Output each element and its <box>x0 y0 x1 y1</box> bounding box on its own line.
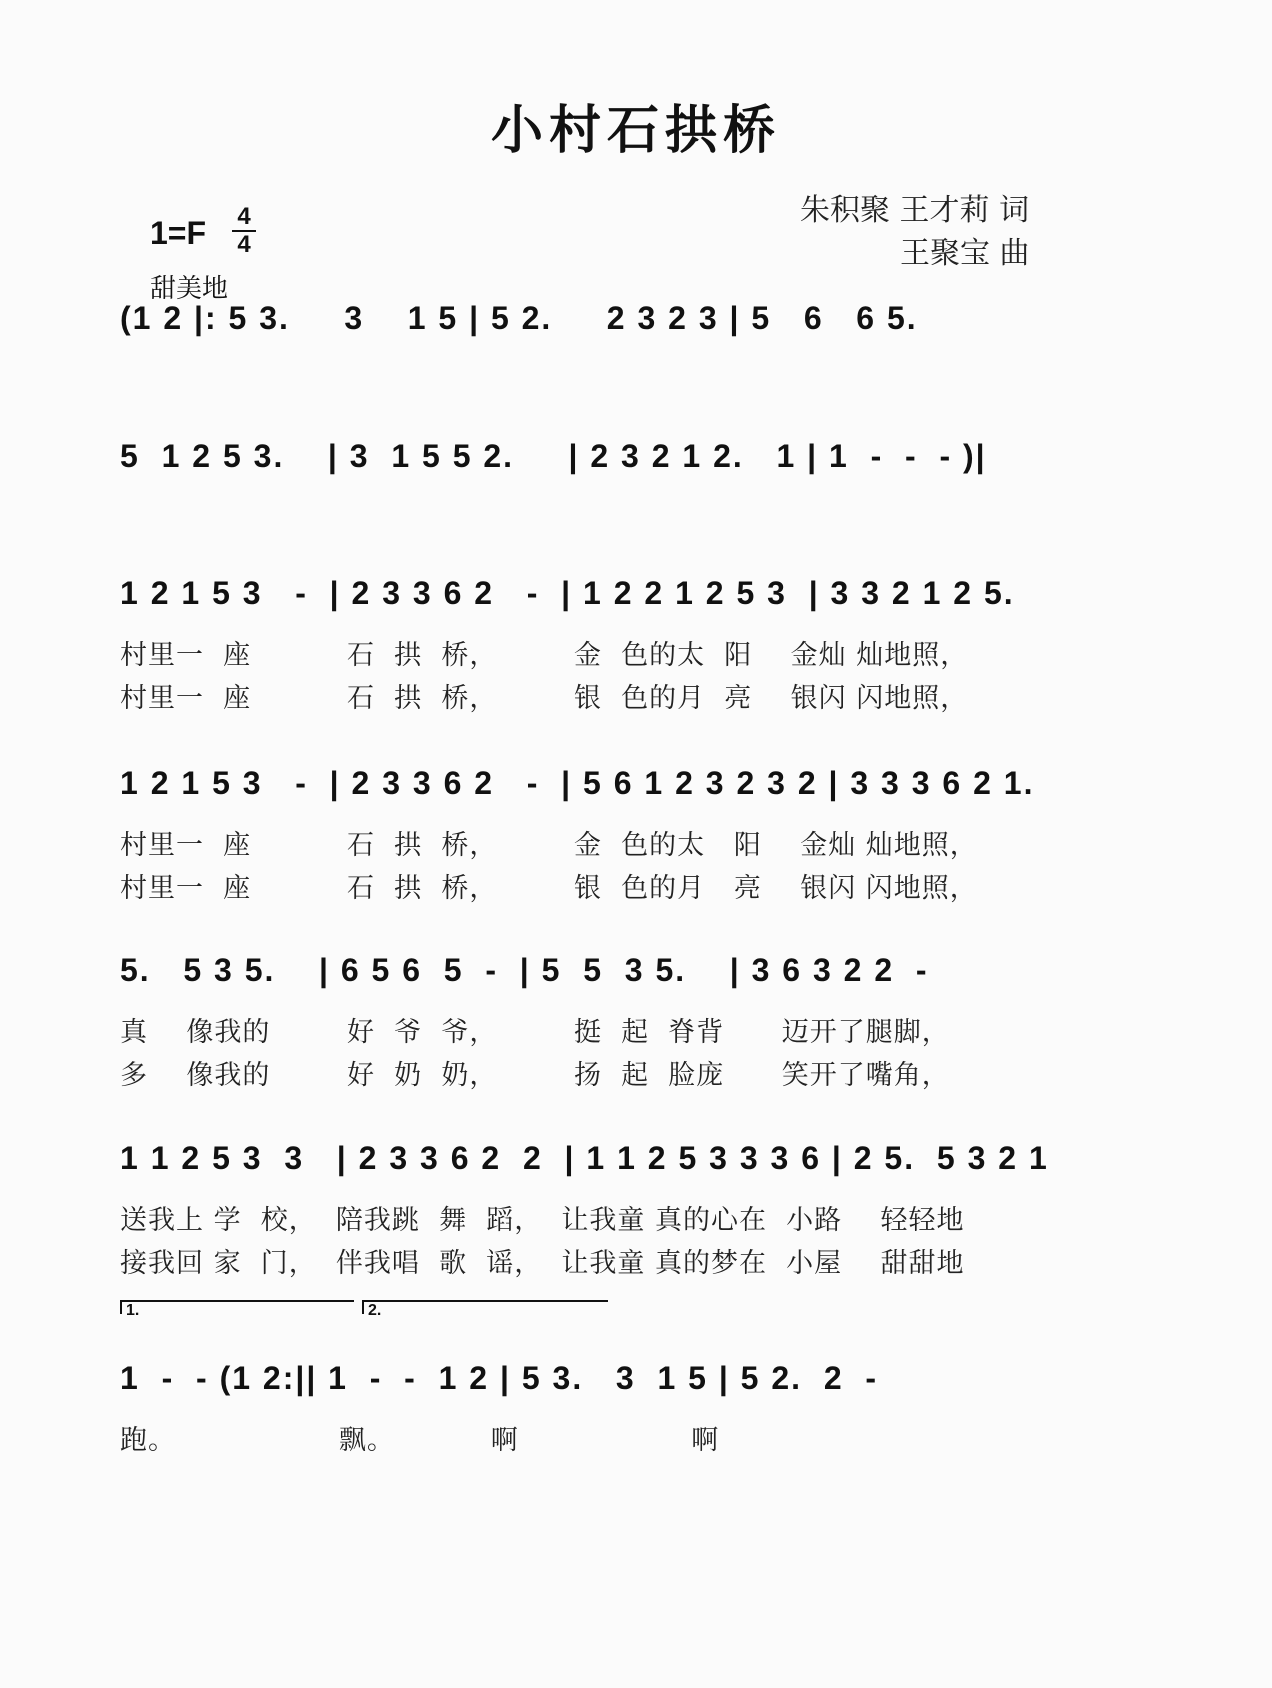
tempo-marking: 甜美地 <box>150 274 229 304</box>
key-signature: 1=F <box>150 215 207 251</box>
notation-line: 1 2 1 5 3 - | 2 3 3 6 2 - | 1 2 2 1 2 5 3 | 3 3 2 1 2 5. <box>120 575 1015 611</box>
lyric-verse-1: 真 像我的 好 爷 爷， 挺 起 脊背 迈开了腿脚， <box>120 1017 950 1048</box>
time-signature-bottom: 4 <box>237 231 251 258</box>
lyric-verse-2: 村里一 座 石 拱 桥， 银 色的月 亮 银闪 闪地照， <box>120 683 969 714</box>
second-ending-label: 2. <box>368 1302 382 1319</box>
lyric-verse-2: 接我回 家 门， 伴我唱 歌 谣， 让我童 真的梦在 小屋 甜甜地 <box>120 1248 965 1279</box>
lyric-verse-1: 村里一 座 石 拱 桥， 金 色的太 阳 金灿 灿地照， <box>120 640 969 671</box>
notation-line: 1 - - (1 2:|| 1 - - 1 2 | 5 3. 3 1 5 | 5 2. 2 - <box>120 1360 879 1396</box>
notation-line: 1 1 2 5 3 3 | 2 3 3 6 2 2 | 1 1 2 5 3 3 3 6 | 2 5. 5 3 2 1 <box>120 1140 1049 1176</box>
lyric-verse-2: 村里一 座 石 拱 桥， 银 色的月 亮 银闪 闪地照， <box>120 873 978 904</box>
notation-line: 1 2 1 5 3 - | 2 3 3 6 2 - | 5 6 1 2 3 2 3 2 | 3 3 3 6 2 1. <box>120 765 1035 801</box>
first-ending-label: 1. <box>126 1302 140 1319</box>
notation-line: 5. 5 3 5. | 6 5 6 5 - | 5 5 3 5. | 3 6 3 2 2 - <box>120 952 929 988</box>
lyricists-credit: 朱积聚 王才莉 词 <box>800 193 1030 228</box>
lyric-verse-2: 多 像我的 好 奶 奶， 扬 起 脸庞 笑开了嘴角， <box>120 1060 950 1091</box>
notation-line: (1 2 |: 5 3. 3 1 5 | 5 2. 2 3 2 3 | 5 6 6 5. <box>120 300 918 336</box>
lyric-verse-1: 村里一 座 石 拱 桥， 金 色的太 阳 金灿 灿地照， <box>120 830 978 861</box>
lyric-verse-1: 跑。 飘。 啊 啊 <box>120 1425 720 1456</box>
first-ending-bracket <box>120 1300 354 1319</box>
composer-credit: 王聚宝 曲 <box>900 236 1030 271</box>
lyric-verse-1: 送我上 学 校， 陪我跳 舞 蹈， 让我童 真的心在 小路 轻轻地 <box>120 1205 965 1236</box>
notation-line: 5 1 2 5 3. | 3 1 5 5 2. | 2 3 2 1 2. 1 | 1 - - - )| <box>120 438 987 474</box>
time-signature-top: 4 <box>237 203 251 230</box>
second-ending-bracket <box>362 1300 608 1319</box>
time-signature <box>232 204 256 258</box>
song-title: 小村石拱桥 <box>490 100 781 161</box>
